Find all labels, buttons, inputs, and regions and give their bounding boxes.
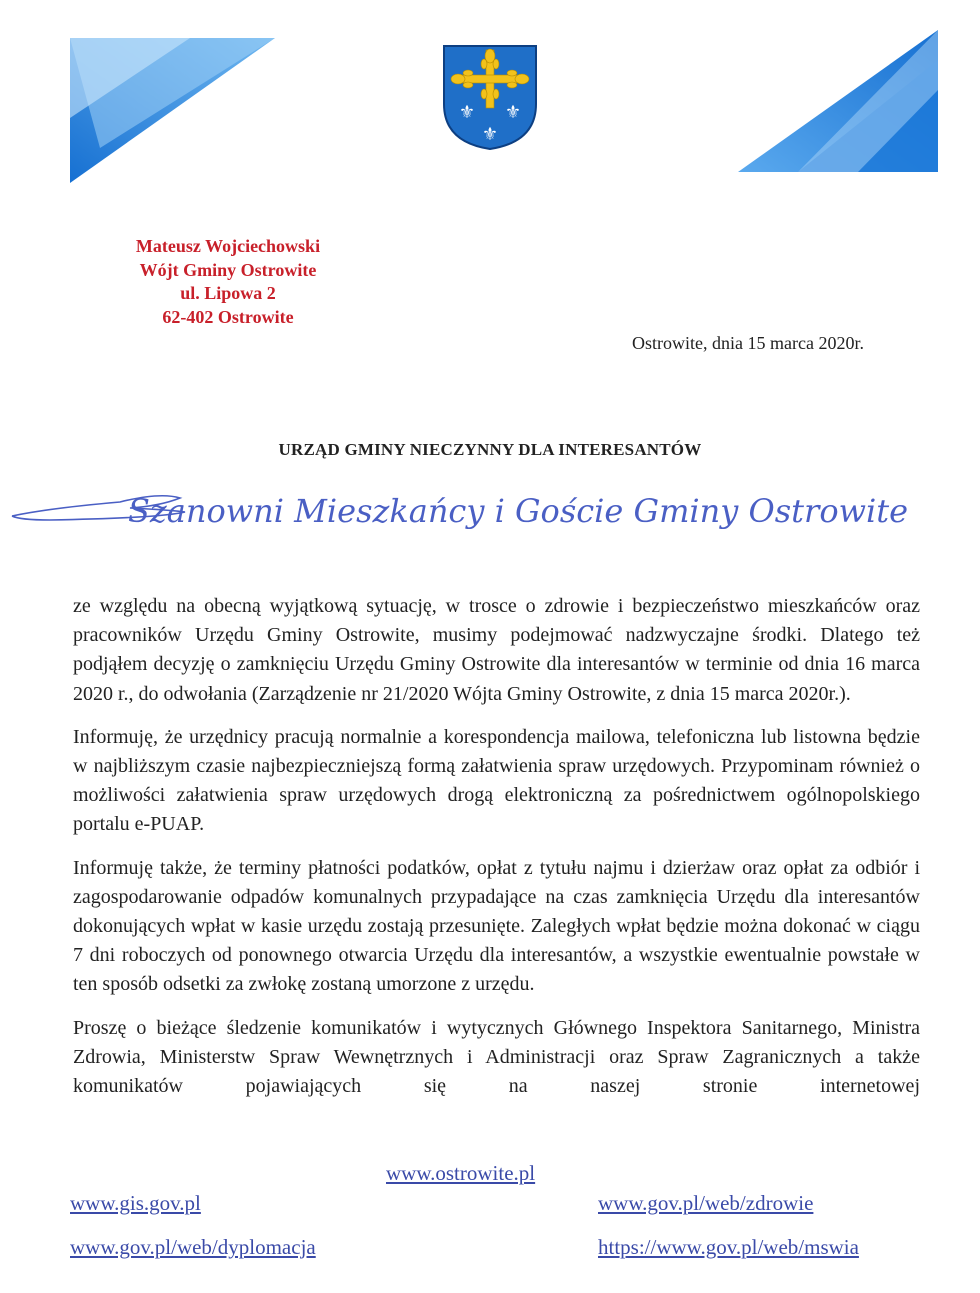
letter-date: Ostrowite, dnia 15 marca 2020r. bbox=[632, 333, 864, 353]
svg-text:⚜: ⚜ bbox=[481, 124, 499, 145]
svg-text:⚜: ⚜ bbox=[504, 102, 522, 123]
corner-decoration-right-icon bbox=[738, 30, 938, 172]
link-ostrowite[interactable]: www.ostrowite.pl bbox=[386, 1161, 536, 1185]
svg-text:⚜: ⚜ bbox=[458, 102, 476, 123]
paragraph-1: ze względu na obecną wyjątkową sytuację, w trosce o zdrowie i bezpieczeństwo mieszkańców oraz pracowników Urzędu Gminy Ostrowite, musimy podejmować nadzwyczajne środki. Dlatego też podjąłem decyzję o zamknięciu Urzędu Gminy Ostrowite dla interesantów w terminie od dnia 16 marca 2020 r., do odwołania (Zarządzenie nr 21/2020 Wójta Gminy Ostrowite, z dnia 15 marca 2020r.). bbox=[73, 595, 920, 705]
corner-decoration-left-icon bbox=[70, 38, 275, 183]
sender-position: Wójt Gminy Ostrowite bbox=[139, 259, 317, 280]
paragraph-2: Informuję, że urzędnicy pracują normalnie a korespondencja mailowa, telefoniczna lub listowna będzie w najbliższym czasie najbezpieczniejszą formą załatwienia spraw urzędowych. Przypominam również o możliwości załatwienia spraw urzędowych drogą elektroniczną za pośrednictwem ogólnopolskiego portalu e-PUAP. bbox=[73, 725, 920, 836]
sender-street: ul. Lipowa 2 bbox=[180, 283, 276, 303]
sender-name: Mateusz Wojciechowski bbox=[135, 236, 321, 256]
link-dyplomacja[interactable]: www.gov.pl/web/dyplomacja bbox=[70, 1235, 316, 1259]
link-mswia[interactable]: https://www.gov.pl/web/mswia bbox=[598, 1235, 859, 1259]
handwritten-salutation bbox=[10, 478, 925, 558]
salutation-text: Szanowni Mieszkańcy i Goście Gminy Ostrowite bbox=[128, 492, 908, 530]
link-zdrowie[interactable]: www.gov.pl/web/zdrowie bbox=[598, 1191, 814, 1215]
paragraph-4: Proszę o bieżące śledzenie komunikatów i wytycznych Głównego Inspektora Sanitarnego, Ministra Zdrowia, Ministerstw Spraw Wewnętrznych i Administracji oraz Spraw Zagranicznych a także komunikatów pojawiających się na naszej stronie internetowej bbox=[73, 1016, 920, 1098]
letter-body bbox=[73, 592, 920, 1101]
sender-block bbox=[118, 235, 338, 329]
headline: URZĄD GMINY NIECZYNNY DLA INTERESANTÓW bbox=[278, 440, 702, 459]
coat-of-arms-icon bbox=[440, 42, 540, 152]
sender-postal: 62-402 Ostrowite bbox=[162, 306, 294, 327]
paragraph-3: Informuję także, że terminy płatności podatków, opłat z tytułu najmu i dzierżaw oraz opłat za odbiór i zagospodarowanie odpadów komunalnych przypadające na czas zamknięcia Urzędu dla interesantów dokonujących wpłat w kasie urzędu zostają przesunięte. Zaległych wpłat będzie można dokonać w ciągu 7 dni roboczych od ponownego otwarcia Urzędu dla interesantów, a wszystkie ewentualnie powstałe w ten sposób odsetki za zwłokę zostaną umorzone z urzędu. bbox=[73, 856, 920, 996]
link-gis[interactable]: www.gis.gov.pl bbox=[70, 1191, 201, 1215]
